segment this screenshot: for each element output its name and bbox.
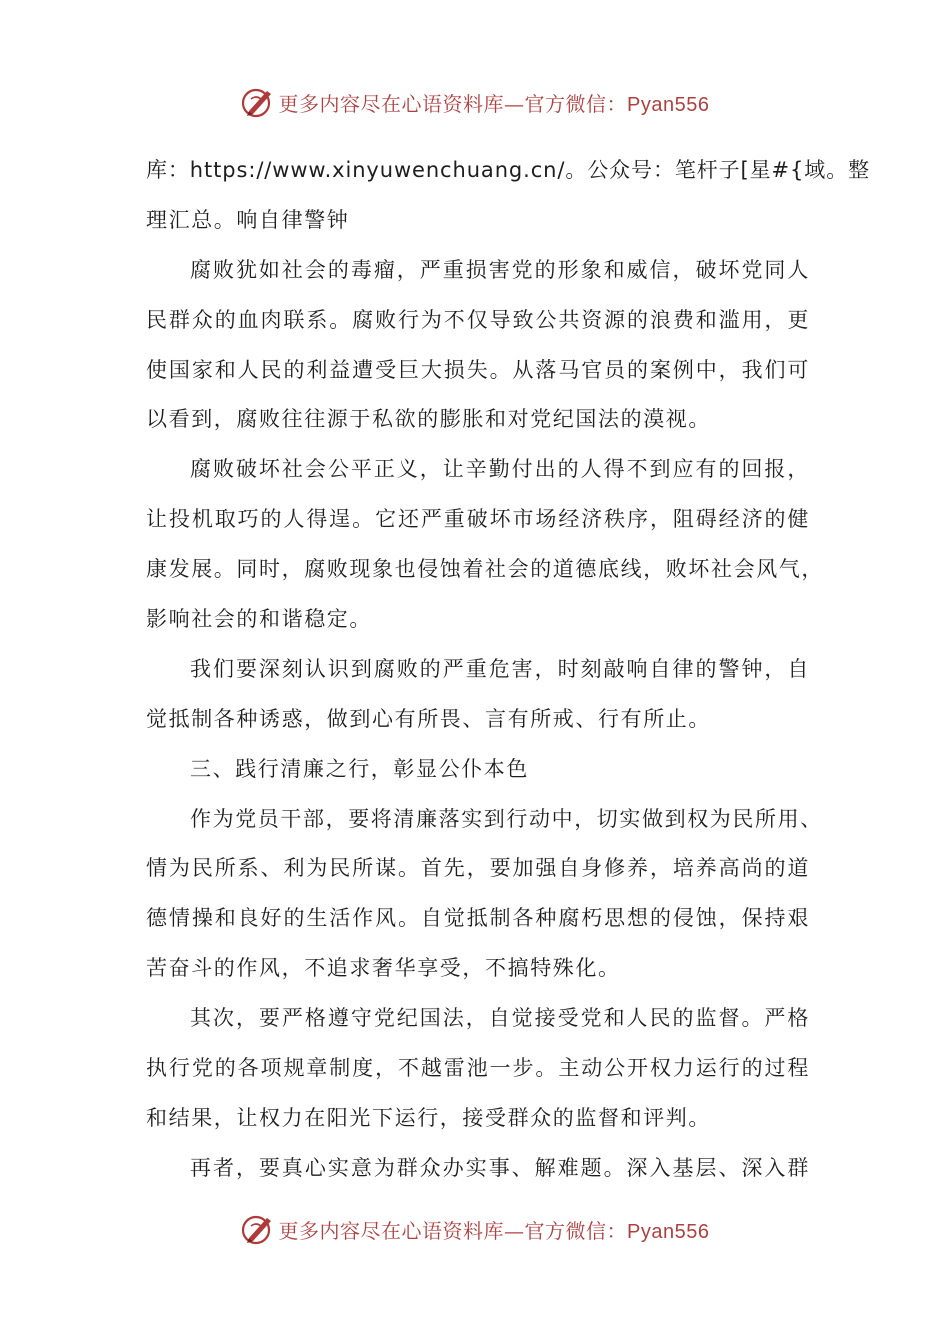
pen-logo-icon <box>241 85 275 119</box>
body-line: 让投机取巧的人得逞。它还严重破坏市场经济秩序，阻碍经济的健 <box>146 507 810 532</box>
paragraph-start: 腐败犹如社会的毒瘤，严重损害党的形象和威信，破坏党同人 <box>190 257 810 282</box>
header-wechat: 官方微信：Pyan556 <box>524 93 710 116</box>
body-line: 理汇总。响自律警钟 <box>146 207 350 232</box>
footer-banner-text: 更多内容尽在心语资料库—官方微信：Pyan556 <box>278 1218 710 1243</box>
header-banner-text: 更多内容尽在心语资料库—官方微信：Pyan556 <box>278 91 710 116</box>
body-line: 康发展。同时，腐败现象也侵蚀着社会的道德底线，败坏社会风气， <box>146 557 824 582</box>
header-banner <box>0 82 950 122</box>
footer-wechat: 官方微信：Pyan556 <box>524 1220 710 1243</box>
body-line: 德情操和良好的生活作风。自觉抵制各种腐朽思想的侵蚀，保持艰 <box>146 906 810 931</box>
section-heading: 三、践行清廉之行，彰显公仆本色 <box>190 756 529 781</box>
body-line: 民群众的血肉联系。腐败行为不仅导致公共资源的浪费和滥用，更 <box>146 307 810 332</box>
body-line: 苦奋斗的作风，不追求奢华享受，不搞特殊化。 <box>146 956 621 981</box>
body-line: 情为民所系、利为民所谋。首先，要加强自身修养，培养高尚的道 <box>146 856 810 881</box>
paragraph-start: 作为党员干部，要将清廉落实到行动中，切实做到权为民所用、 <box>190 806 823 831</box>
paragraph-start: 再者，要真心实意为群众办实事、解难题。深入基层、深入群 <box>190 1155 810 1180</box>
paragraph-start: 其次，要严格遵守党纪国法，自觉接受党和人民的监督。严格 <box>190 1006 810 1031</box>
pen-logo-icon <box>241 1212 275 1246</box>
body-line: 库：https://www.xinyuwenchuang.cn/。公众号：笔杆子[星#{域。整 <box>146 158 870 182</box>
paragraph-start: 腐败破坏社会公平正义，让辛勤付出的人得不到应有的回报， <box>190 457 810 482</box>
body-line: 和结果，让权力在阳光下运行，接受群众的监督和评判。 <box>146 1105 711 1130</box>
body-line: 使国家和人民的利益遭受巨大损失。从落马官员的案例中，我们可 <box>146 357 810 382</box>
body-line: 觉抵制各种诱惑，做到心有所畏、言有所戒、行有所止。 <box>146 706 711 731</box>
document-body <box>146 146 870 1194</box>
body-line: 以看到，腐败往往源于私欲的膨胀和对党纪国法的漠视。 <box>146 407 711 432</box>
footer-banner <box>0 1209 950 1249</box>
paragraph-start: 我们要深刻认识到腐败的严重危害，时刻敲响自律的警钟，自 <box>190 656 810 681</box>
body-line: 执行党的各项规章制度，不越雷池一步。主动公开权力运行的过程 <box>146 1056 810 1081</box>
body-line: 影响社会的和谐稳定。 <box>146 607 372 632</box>
